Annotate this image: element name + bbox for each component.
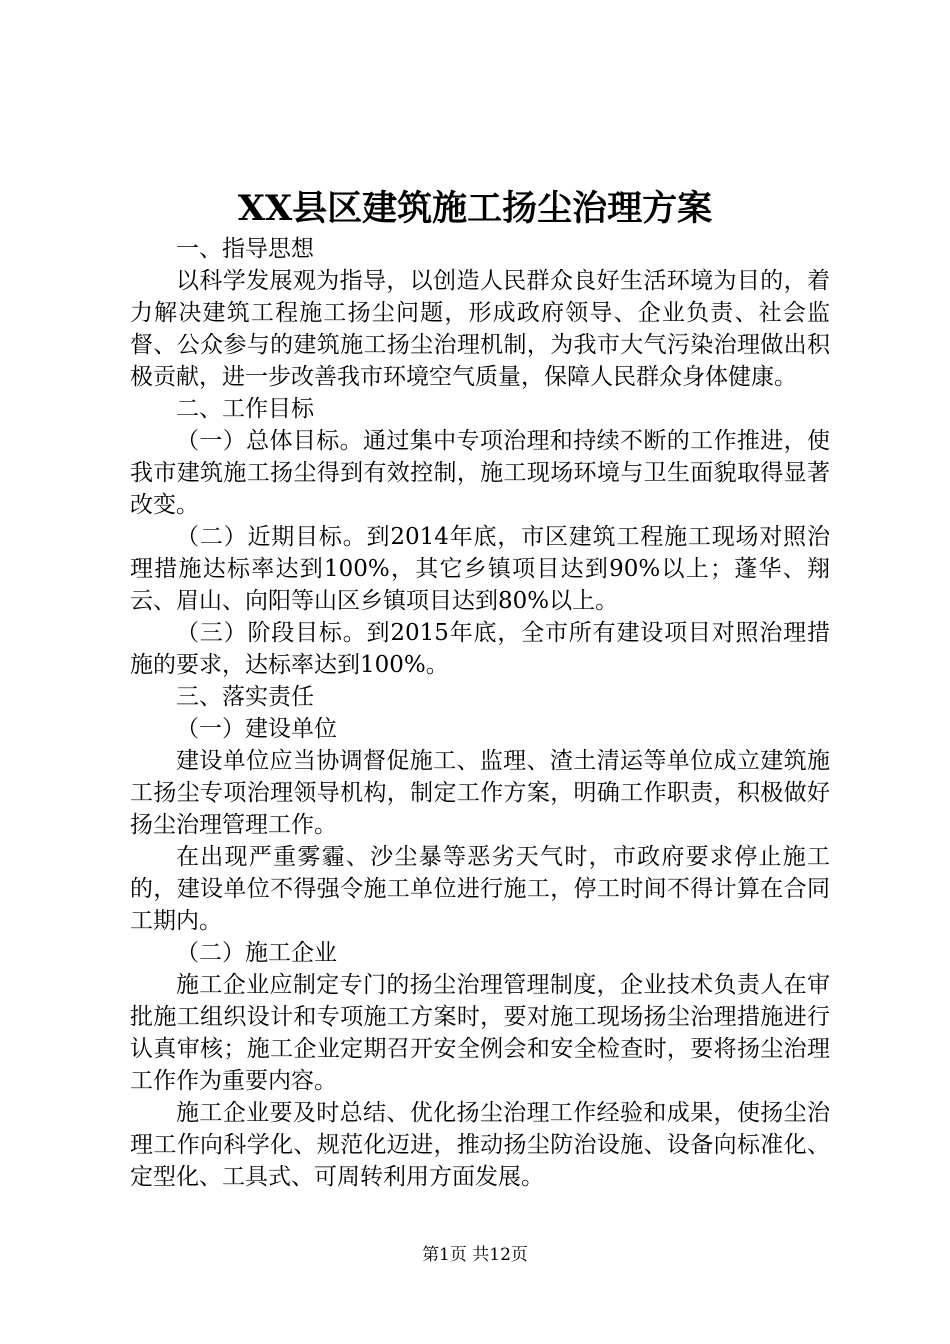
- subsection-heading-construction-unit: （一）建设单位: [176, 716, 337, 742]
- section-heading-guiding-ideology: 一、指导思想: [176, 236, 314, 262]
- paragraph: （一）总体目标。通过集中专项治理和持续不断的工作推进，使我市建筑施工扬尘得到有效控制，施工现场环境与卫生面貌取得显著改变。: [130, 428, 830, 518]
- paragraph: 以科学发展观为指导，以创造人民群众良好生活环境为目的，着力解决建筑工程施工扬尘问题，形成政府领导、企业负责、社会监督、公众参与的建筑施工扬尘治理机制，为我市大气污染治理做出积极贡献，进一步改善我市环境空气质量，保障人民群众身体健康。: [130, 268, 830, 390]
- subsection-heading-construction-enterprise: （二）施工企业: [176, 940, 337, 966]
- document-body: [130, 233, 830, 1193]
- section-heading-responsibilities: 三、落实责任: [176, 684, 314, 710]
- document-title: XX县区建筑施工扬尘治理方案: [237, 188, 713, 229]
- paragraph: （二）近期目标。到2014年底，市区建筑工程施工现场对照治理措施达标率达到100%，其它乡镇项目达到90%以上；蓬华、翔云、眉山、向阳等山区乡镇项目达到80%以上。: [130, 524, 830, 614]
- page-footer: 第1页 共12页: [422, 1245, 528, 1265]
- paragraph: 在出现严重雾霾、沙尘暴等恶劣天气时，市政府要求停止施工的，建设单位不得强令施工单位进行施工，停工时间不得计算在合同工期内。: [130, 844, 830, 934]
- paragraph: （三）阶段目标。到2015年底，全市所有建设项目对照治理措施的要求，达标率达到100%。: [130, 620, 830, 678]
- section-heading-work-goals: 二、工作目标: [176, 396, 314, 422]
- paragraph: 施工企业应制定专门的扬尘治理管理制度，企业技术负责人在审批施工组织设计和专项施工方案时，要对施工现场扬尘治理措施进行认真审核；施工企业定期召开安全例会和安全检查时，要将扬尘治理工作作为重要内容。: [130, 972, 830, 1094]
- paragraph: 施工企业要及时总结、优化扬尘治理工作经验和成果，使扬尘治理工作向科学化、规范化迈进，推动扬尘防治设施、设备向标准化、定型化、工具式、可周转利用方面发展。: [130, 1100, 830, 1190]
- paragraph: 建设单位应当协调督促施工、监理、渣土清运等单位成立建筑施工扬尘专项治理领导机构，制定工作方案，明确工作职责，积极做好扬尘治理管理工作。: [130, 748, 830, 838]
